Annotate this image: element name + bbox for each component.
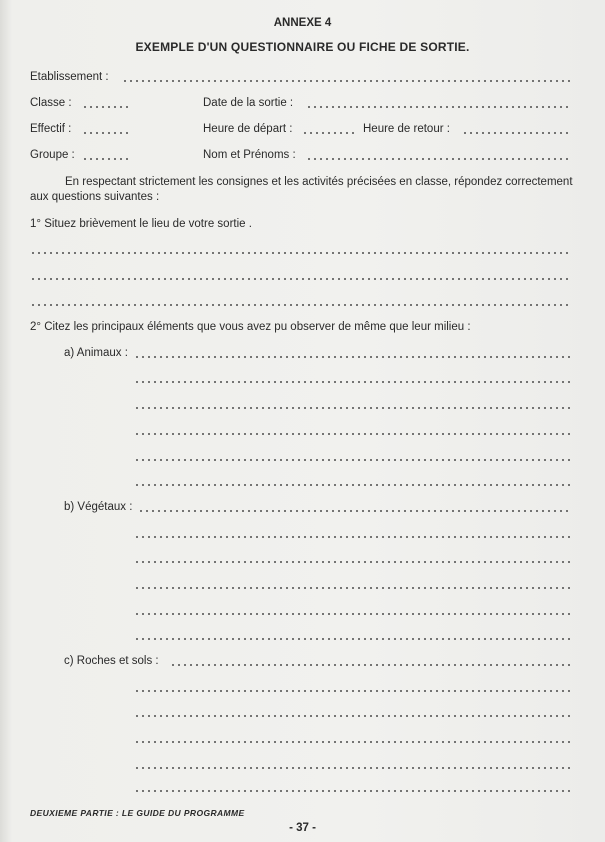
roches-sols-label: c) Roches et sols : — [64, 655, 159, 667]
answer-line[interactable] — [134, 407, 572, 409]
answer-line[interactable] — [30, 304, 572, 306]
heure-retour-fill-line[interactable] — [462, 132, 572, 134]
answer-line[interactable] — [134, 790, 572, 792]
classe-label: Classe : — [30, 97, 72, 109]
answer-line[interactable] — [134, 715, 572, 717]
footer-section-title: DEUXIEME PARTIE : LE GUIDE DU PROGRAMME — [30, 808, 245, 818]
animaux-label: a) Animaux : — [64, 347, 128, 359]
answer-line[interactable] — [134, 356, 572, 358]
answer-line[interactable] — [134, 638, 572, 640]
date-sortie-fill-line[interactable] — [306, 106, 572, 108]
answer-line[interactable] — [134, 459, 572, 461]
answer-line[interactable] — [134, 381, 572, 383]
effectif-fill-line[interactable] — [82, 132, 128, 134]
answer-line[interactable] — [138, 510, 572, 512]
answer-line[interactable] — [30, 252, 572, 254]
nom-prenoms-fill-line[interactable] — [306, 158, 572, 160]
effectif-label: Effectif : — [30, 123, 72, 135]
annex-heading: ANNEXE 4 — [273, 17, 332, 29]
answer-line[interactable] — [134, 767, 572, 769]
date-sortie-label: Date de la sortie : — [203, 97, 294, 109]
instructions-paragraph: En respectant strictement les consignes et les activités précisées en classe, répondez correctement aux questions suivantes : — [30, 176, 573, 203]
heure-depart-fill-line[interactable] — [302, 132, 358, 134]
nom-prenoms-label: Nom et Prénoms : — [203, 149, 296, 161]
answer-line[interactable] — [30, 278, 572, 280]
classe-fill-line[interactable] — [82, 106, 128, 108]
answer-line[interactable] — [134, 690, 572, 692]
heure-retour-label: Heure de retour : — [363, 123, 450, 135]
answer-line[interactable] — [134, 561, 572, 563]
document-title: EXEMPLE D'UN QUESTIONNAIRE OU FICHE DE SORTIE. — [135, 40, 470, 54]
answer-line[interactable] — [134, 587, 572, 589]
answer-line[interactable] — [134, 433, 572, 435]
etablissement-fill-line[interactable] — [122, 80, 572, 82]
answer-line[interactable] — [134, 741, 572, 743]
page-number: - 37 - — [289, 822, 316, 834]
etablissement-label: Etablissement : — [30, 71, 109, 83]
answer-line[interactable] — [134, 536, 572, 538]
question-2: 2° Citez les principaux éléments que vous avez pu observer de même que leur milieu : — [30, 321, 471, 333]
answer-line[interactable] — [134, 613, 572, 615]
answer-line[interactable] — [134, 484, 572, 486]
question-1: 1° Situez brièvement le lieu de votre sortie . — [30, 218, 252, 230]
heure-depart-label: Heure de départ : — [203, 123, 293, 135]
answer-line[interactable] — [170, 664, 572, 666]
vegetaux-label: b) Végétaux : — [64, 501, 133, 513]
groupe-label: Groupe : — [30, 149, 75, 161]
groupe-fill-line[interactable] — [82, 158, 128, 160]
